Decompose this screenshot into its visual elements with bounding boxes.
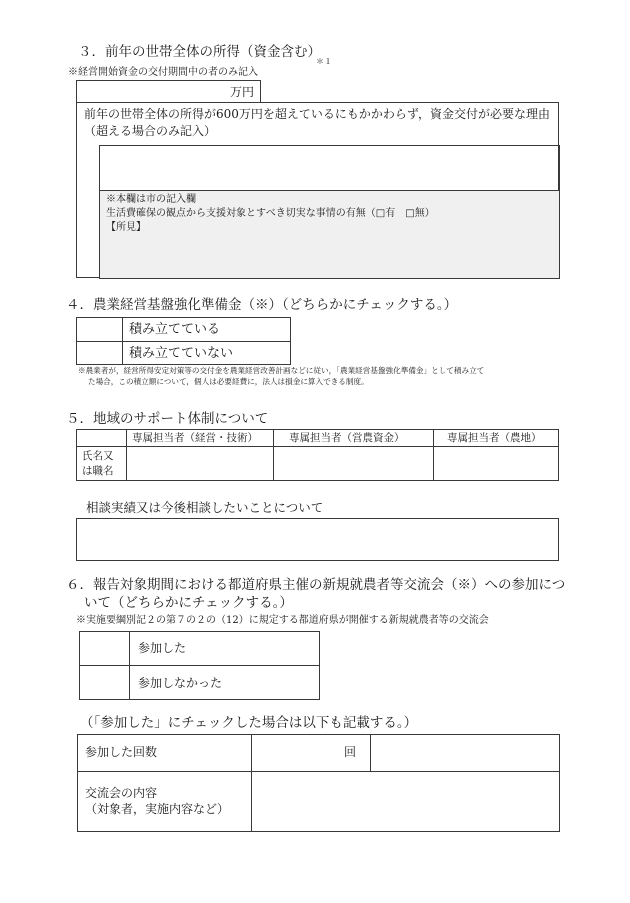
funding-name-input[interactable] — [274, 447, 433, 481]
participation-detail-table — [77, 734, 560, 832]
city-opinion: 【所見】 — [106, 222, 146, 233]
count-input[interactable] — [252, 735, 352, 771]
reserve-no-label: 積み立てていない — [129, 346, 234, 361]
section5-heading: ５．地域のサポート体制について — [66, 411, 269, 427]
divider — [370, 735, 371, 771]
reserve-no-checkbox[interactable] — [77, 342, 122, 365]
footnote-mark: ＊１ — [316, 57, 332, 66]
section6-heading-line1: ６．報告対象期間における都道府県主催の新規就農者等交流会（※）への参加につ — [66, 577, 566, 593]
count-unit: 回 — [344, 745, 357, 759]
reason-sub: （超える場合のみ記入） — [84, 124, 217, 138]
content-label-2: （対象者，実施内容など） — [85, 802, 230, 816]
income-unit: 万円 — [229, 85, 254, 99]
row-label-name-2: は職名 — [82, 465, 114, 477]
reserve-yes-label: 積み立てている — [129, 322, 221, 337]
count-label: 参加した回数 — [85, 745, 158, 759]
row-label-name-1: 氏名又 — [82, 450, 114, 462]
reason-box — [76, 102, 559, 278]
city-section — [99, 190, 560, 279]
reason-label: 前年の世帯全体の所得が600万円を超えているにもかかわらず，資金交付が必要な理由 — [84, 107, 550, 121]
consult-input[interactable] — [76, 518, 559, 561]
participation-options — [79, 631, 320, 700]
consult-label: 相談実績又は今後相談したいことについて — [86, 500, 324, 515]
section4-note-1: ※農業者が，経営所得安定対策等の交付金を農業経営改善計画などに従い，「農業経営基盤強化準備金」として積み立て — [78, 366, 485, 375]
management-name-input[interactable] — [127, 447, 273, 481]
reserve-options — [76, 317, 291, 365]
not-participated-label: 参加しなかった — [138, 676, 223, 690]
reserve-yes-checkbox[interactable] — [77, 318, 122, 341]
section3-note: ※経営開始資金の交付期間中の者のみ記入 — [68, 67, 258, 78]
col-header-funding: 専属担当者（営農資金） — [289, 432, 405, 444]
income-field[interactable] — [76, 80, 261, 103]
participated-label: 参加した — [138, 641, 187, 655]
section3-heading: ３．前年の世帯全体の所得（資金含む） — [78, 44, 321, 60]
support-table — [76, 429, 559, 481]
col-header-farmland: 専属担当者（農地） — [447, 432, 542, 444]
city-question: 生活費確保の観点から支援対象とすべき切実な事情の有無（□有 □無） — [106, 208, 435, 219]
section4-note-2: た場合，この積立額について，個人は必要経費に，法人は損金に算入できる制度。 — [88, 377, 369, 386]
reason-input[interactable] — [99, 145, 560, 191]
participated-checkbox[interactable] — [80, 632, 129, 665]
conditional-instruction: （「参加した」にチェックした場合は以下も記載する。） — [80, 715, 418, 731]
farmland-name-input[interactable] — [434, 447, 559, 481]
city-note: ※本欄は市の記入欄 — [106, 194, 196, 205]
section6-heading-line2: いて（どちらかにチェックする。） — [84, 595, 293, 611]
section6-note: ※実施要綱別記２の第７の２の（12）に規定する都道府県が開催する新規就農者等の交流会 — [76, 615, 489, 626]
col-header-management: 専属担当者（経営・技術） — [132, 432, 258, 444]
not-participated-checkbox[interactable] — [80, 666, 129, 700]
content-input[interactable] — [252, 772, 560, 832]
content-label-1: 交流会の内容 — [85, 786, 158, 800]
section4-heading: ４．農業経営基盤強化準備金（※）（どちらかにチェックする。） — [66, 297, 458, 313]
